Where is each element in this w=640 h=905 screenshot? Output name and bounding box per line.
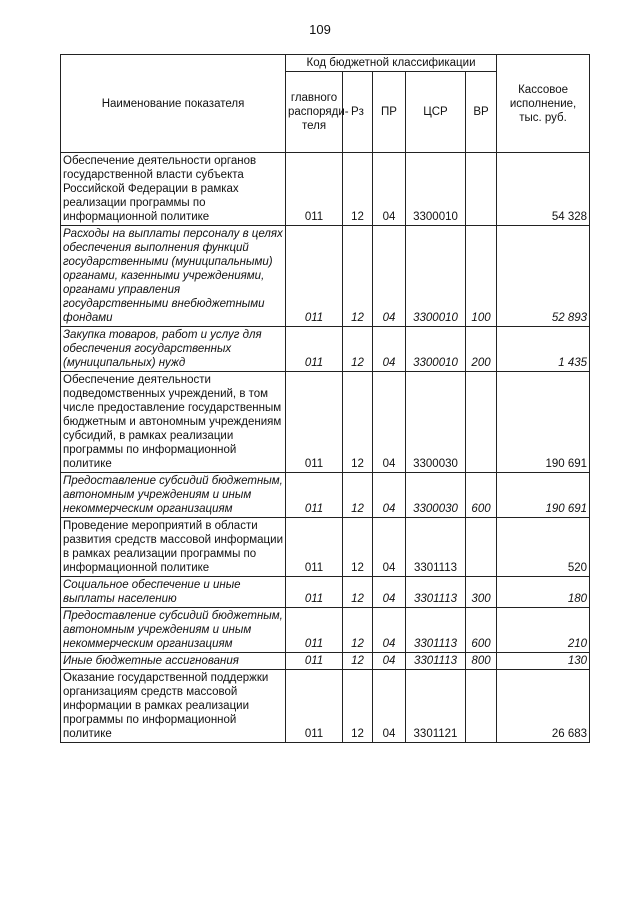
row-vr: [466, 670, 497, 743]
row-main-manager-code: 011: [286, 608, 343, 653]
row-pr: 04: [373, 153, 406, 226]
header-pr: ПР: [373, 72, 406, 153]
table-header: [61, 55, 590, 153]
row-sum: 180: [497, 577, 590, 608]
row-rz: 12: [343, 226, 373, 327]
row-vr: 300: [466, 577, 497, 608]
row-sum: 54 328: [497, 153, 590, 226]
row-pr: 04: [373, 518, 406, 577]
row-rz: 12: [343, 577, 373, 608]
header-classification-code: Код бюджетной классификации: [286, 55, 497, 72]
row-name: Оказание государственной поддержки организациям средств массовой информации в рамках реализации программы по информационной политике: [61, 670, 286, 743]
header-name: Наименование показателя: [61, 55, 286, 153]
row-name: Закупка товаров, работ и услуг для обеспечения государственных (муниципальных) нужд: [61, 327, 286, 372]
row-vr: 100: [466, 226, 497, 327]
row-csr: 3301113: [406, 518, 466, 577]
row-pr: 04: [373, 327, 406, 372]
header-main-manager: главного распоряди- теля: [286, 72, 343, 153]
row-main-manager-code: 011: [286, 153, 343, 226]
row-rz: 12: [343, 608, 373, 653]
row-csr: 3300030: [406, 473, 466, 518]
row-main-manager-code: 011: [286, 226, 343, 327]
row-sum: 520: [497, 518, 590, 577]
row-rz: 12: [343, 518, 373, 577]
row-name: Иные бюджетные ассигнования: [61, 653, 286, 670]
row-name: Обеспечение деятельности органов государственной власти субъекта Российской Федерации в рамках реализации программы по информационной политике: [61, 153, 286, 226]
row-name: Социальное обеспечение и иные выплаты населению: [61, 577, 286, 608]
row-vr: 600: [466, 608, 497, 653]
row-vr: [466, 372, 497, 473]
row-vr: 800: [466, 653, 497, 670]
table-row: [61, 372, 590, 473]
header-csr: ЦСР: [406, 72, 466, 153]
row-sum: 52 893: [497, 226, 590, 327]
row-csr: 3300010: [406, 153, 466, 226]
row-csr: 3301121: [406, 670, 466, 743]
row-vr: 600: [466, 473, 497, 518]
row-name: Проведение мероприятий в области развития средств массовой информации в рамках реализации программы по информационной политике: [61, 518, 286, 577]
row-main-manager-code: 011: [286, 577, 343, 608]
table-row: [61, 608, 590, 653]
header-rz: Рз: [343, 72, 373, 153]
row-pr: 04: [373, 577, 406, 608]
row-main-manager-code: 011: [286, 653, 343, 670]
row-pr: 04: [373, 372, 406, 473]
row-sum: 190 691: [497, 473, 590, 518]
row-pr: 04: [373, 226, 406, 327]
header-vr: ВР: [466, 72, 497, 153]
row-rz: 12: [343, 670, 373, 743]
table-row: [61, 153, 590, 226]
row-csr: 3300010: [406, 327, 466, 372]
row-pr: 04: [373, 670, 406, 743]
table-body: [61, 153, 590, 743]
row-rz: 12: [343, 653, 373, 670]
budget-table: [60, 54, 590, 743]
table-row: [61, 577, 590, 608]
row-name: Расходы на выплаты персоналу в целях обеспечения выполнения функций государственными (муниципальными) органами, казенными учреждениями, органами управления государственными внебюджетными фондами: [61, 226, 286, 327]
row-csr: 3300010: [406, 226, 466, 327]
row-sum: 210: [497, 608, 590, 653]
row-vr: [466, 153, 497, 226]
row-csr: 3301113: [406, 653, 466, 670]
row-sum: 26 683: [497, 670, 590, 743]
row-sum: 130: [497, 653, 590, 670]
table-row: [61, 653, 590, 670]
row-rz: 12: [343, 372, 373, 473]
table-row: [61, 327, 590, 372]
row-sum: 190 691: [497, 372, 590, 473]
row-csr: 3301113: [406, 577, 466, 608]
row-rz: 12: [343, 473, 373, 518]
table-row: [61, 473, 590, 518]
row-csr: 3300030: [406, 372, 466, 473]
row-name: Предоставление субсидий бюджетным, автономным учреждениям и иным некоммерческим организациям: [61, 608, 286, 653]
row-main-manager-code: 011: [286, 518, 343, 577]
row-pr: 04: [373, 653, 406, 670]
row-sum: 1 435: [497, 327, 590, 372]
row-pr: 04: [373, 473, 406, 518]
row-csr: 3301113: [406, 608, 466, 653]
row-vr: [466, 518, 497, 577]
page-number: 109: [309, 22, 331, 37]
row-main-manager-code: 011: [286, 327, 343, 372]
row-name: Обеспечение деятельности подведомственных учреждений, в том числе предоставление государственным бюджетным и автономным учреждениям субсидий, в рамках реализации программы по информационной политике: [61, 372, 286, 473]
row-main-manager-code: 011: [286, 670, 343, 743]
row-main-manager-code: 011: [286, 473, 343, 518]
row-rz: 12: [343, 327, 373, 372]
row-pr: 04: [373, 608, 406, 653]
row-rz: 12: [343, 153, 373, 226]
row-vr: 200: [466, 327, 497, 372]
table-row: [61, 670, 590, 743]
row-main-manager-code: 011: [286, 372, 343, 473]
row-name: Предоставление субсидий бюджетным, автономным учреждениям и иным некоммерческим организациям: [61, 473, 286, 518]
header-cash-execution: Кассовое исполнение, тыс. руб.: [497, 55, 590, 153]
table-row: [61, 226, 590, 327]
table-row: [61, 518, 590, 577]
